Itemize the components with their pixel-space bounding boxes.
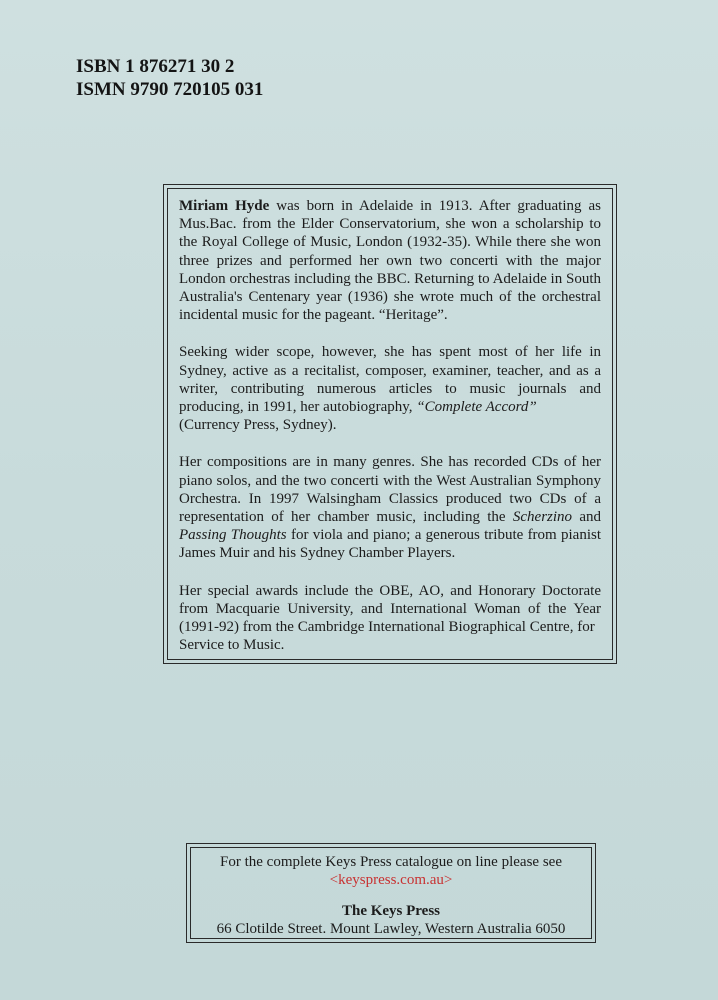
bio-p3-text2: for viola and piano; a generous tribute from pianist James Muir and his Sydney Chamber Players. (179, 527, 602, 562)
bio-p1-text: was born in Adelaide in 1913. After graduating as Mus.Bac. from the Elder Conservatorium, she won a scholarship to the Royal College of Music, London (1932-35). While there she won three prizes and performed her own two concerti with the major London orchestras including the BBC. Returning to Adelaide in South Australia's Centenary year (1936) she wrote much of the orchestral incidental music for the pageant. “Heritage”. (179, 198, 601, 324)
bio-p2-text: Seeking wider scope, however, she has spent most of her life in Sydney, active as a recitalist, composer, examiner, teacher, and as a writer, contributing numerous articles to music journals and producing, in 1991, her autobiography, (179, 344, 601, 416)
publisher-name: The Keys Press (341, 903, 441, 919)
biography-box-inner (167, 188, 613, 660)
publisher-address: 66 Clotilde Street. Mount Lawley, Western Australia 6050 (216, 921, 566, 937)
work-title-scherzino: Scherzino (512, 509, 573, 526)
bio-p3-text1: Her compositions are in many genres. She has recorded CDs of her piano solos, and the two concerti with the West Australian Symphony Orchestra. In 1997 Walsingham Classics produced two CDs of a representation of her chamber music, including the (179, 454, 601, 526)
publication-codes (76, 55, 263, 101)
work-title-passing-thoughts: Passing Thoughts (179, 527, 287, 544)
catalogue-box (186, 843, 596, 943)
bio-p4-text: Her special awards include the OBE, AO, and Honorary Doctorate from Macquarie University, and International Woman of the Year (1991-92) from the Cambridge International Biographical Centre, for (179, 582, 601, 636)
bio-paragraph-1 (179, 197, 601, 324)
bio-p4-line2: Service to Music. (179, 637, 285, 654)
autobiography-title: “Complete Accord” (416, 399, 537, 416)
bio-p2-after: (Currency Press, Sydney). (179, 417, 337, 434)
isbn-code: ISBN 1 876271 30 2 (76, 56, 235, 77)
bio-paragraph-2 (179, 343, 601, 434)
bio-p3-and: and (572, 509, 601, 526)
biography-box (163, 184, 617, 664)
bio-paragraph-4 (179, 582, 601, 655)
catalogue-intro: For the complete Keys Press catalogue on line please see (220, 854, 562, 870)
ismn-code: ISMN 9790 720105 031 (76, 79, 264, 100)
bio-paragraph-3 (179, 453, 601, 562)
catalogue-box-inner (190, 847, 592, 939)
website-link[interactable]: <keyspress.com.au> (329, 872, 453, 888)
composer-name: Miriam Hyde (179, 198, 270, 214)
